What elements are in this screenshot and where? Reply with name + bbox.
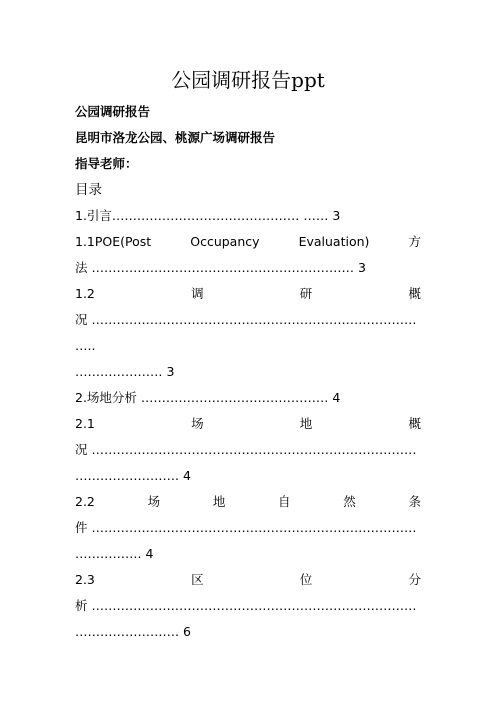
- toc-entry-2-3: [75, 571, 421, 589]
- toc-entry-2-2-cont: ……………. 4: [75, 546, 154, 561]
- toc-entry-2-1-part: 地: [299, 416, 313, 431]
- toc-entry-1-1-part: 1.1POE(Post: [75, 234, 152, 249]
- toc-entry-1-1-cont: 法 ……………………………………………………… 3: [75, 260, 366, 275]
- toc-entry-2-1-cont: 况 ……………………………………………………………………: [75, 442, 417, 457]
- toc-entry-2: 2.场地分析 ……………………………………… 4: [75, 390, 341, 405]
- toc-entry-2-1: [75, 415, 421, 433]
- toc-entry-2-3-part: 位: [299, 572, 313, 587]
- toc-entry-1-1-part: Occupancy: [190, 234, 260, 249]
- subtitle-line: 公园调研报告: [75, 104, 151, 119]
- toc-entry-2-1-cont: ……………………. 4: [75, 468, 191, 483]
- toc-entry-2-2: [75, 493, 421, 511]
- toc-entry-1-2-part: 调: [191, 286, 204, 301]
- toc-entry-1: 1.引言……………………………………… …… 3: [75, 208, 341, 223]
- toc-entry-2-1-part: 概: [408, 416, 421, 431]
- toc-entry-2-2-part: 条: [408, 494, 421, 509]
- toc-entry-2-2-part: 场: [147, 494, 161, 509]
- toc-entry-2-3-part: 区: [191, 572, 204, 587]
- advisor-line: 指导老师：: [75, 156, 138, 171]
- toc-entry-2-2-cont: 件 ……………………………………………………………………: [75, 520, 417, 535]
- report-name-line: 昆明市洛龙公园、桃源广场调研报告: [75, 130, 276, 145]
- toc-entry-2-3-part: 2.3: [75, 572, 95, 587]
- toc-entry-1-2-part: 研: [299, 286, 313, 301]
- toc-entry-1-1: [75, 233, 421, 251]
- toc-entry-2-3-cont: ……………………. 6: [75, 624, 191, 639]
- toc-entry-2-1-part: 场: [191, 416, 204, 431]
- toc-entry-2-2-part: 然: [343, 494, 356, 509]
- toc-entry-1-1-part: 方: [408, 234, 421, 249]
- toc-entry-2-2-part: 2.2: [75, 494, 95, 509]
- document-title: 公园调研报告ppt: [171, 68, 325, 92]
- toc-entry-1-2-part: 1.2: [75, 286, 95, 301]
- toc-entry-2-3-part: 分: [408, 572, 421, 587]
- toc-entry-2-3-cont: 析 ……………………………………………………………………: [75, 598, 417, 613]
- toc-entry-2-2-part: 自: [278, 494, 291, 509]
- toc-entry-1-1-part: Evaluation): [298, 234, 370, 249]
- toc-entry-1-2: [75, 285, 421, 303]
- toc-entry-1-2-cont: 况 ……………………………………………………………………: [75, 312, 417, 327]
- toc-entry-1-2-part: 概: [408, 286, 421, 301]
- toc-entry-2-1-part: 2.1: [75, 416, 95, 431]
- toc-entry-2-2-part: 地: [212, 494, 226, 509]
- toc-entry-1-2-cont: ………………… 3: [75, 364, 175, 379]
- toc-entry-1-2-cont: …..: [75, 338, 96, 353]
- toc-heading: 目录: [75, 182, 102, 198]
